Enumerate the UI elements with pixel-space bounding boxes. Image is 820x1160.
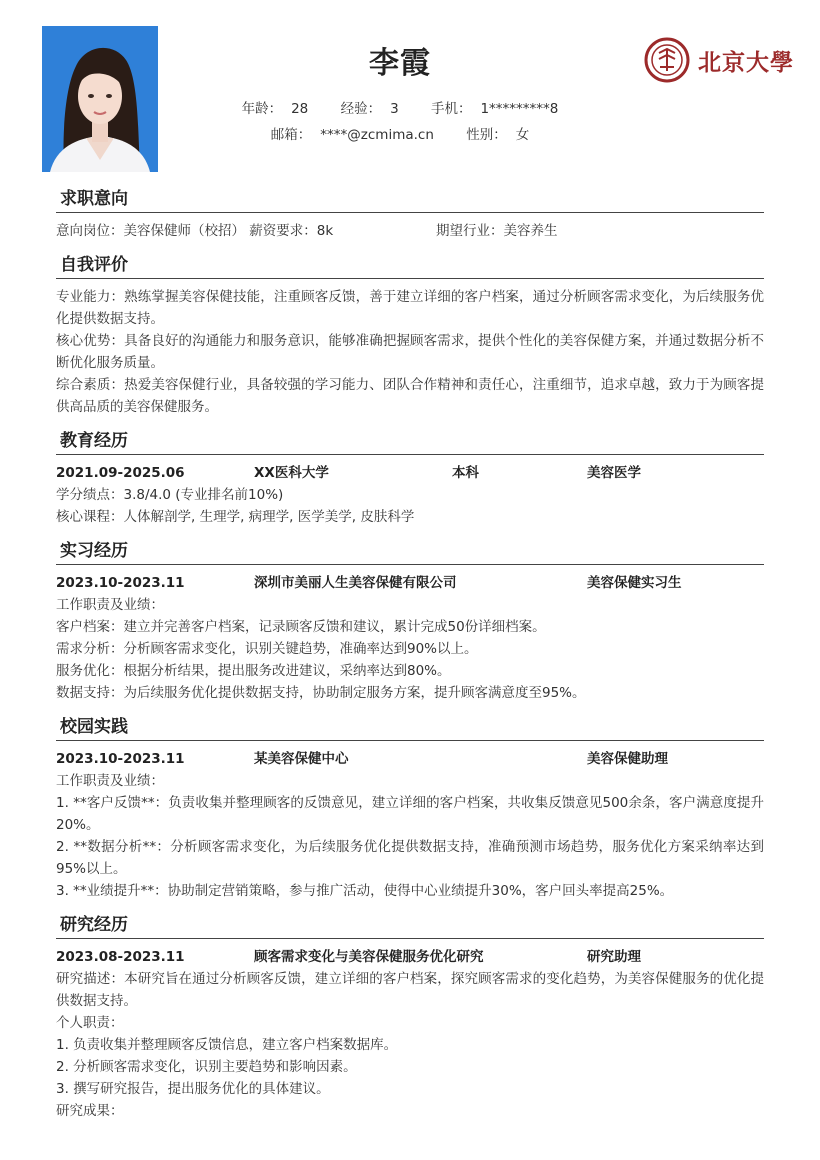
university-logo-text: 北京大學 (698, 48, 794, 76)
education-date: 2021.09-2025.06 (56, 465, 185, 481)
phone-label: 手机： (430, 101, 472, 117)
list-item: 客户档案：建立并完善客户档案，记录顾客反馈和建议，累计完成50份详细档案。 (56, 619, 546, 635)
age-field (242, 97, 309, 117)
list-item: 研究成果： (56, 1103, 124, 1119)
list-item: 数据支持：为后续服务优化提供数据支持，协助制定服务方案，提升顾客满意度至95%。 (56, 685, 586, 701)
experience-field (341, 97, 399, 117)
intent-industry: 期望行业：美容养生 (436, 223, 558, 239)
section-title: 校园实践 (56, 712, 764, 741)
campus-role: 美容保健助理 (587, 751, 668, 767)
gender-label: 性别： (466, 127, 507, 143)
section-internship (56, 536, 764, 704)
age-label: 年龄： (241, 101, 283, 117)
phone-field (431, 97, 558, 117)
research-date: 2023.08-2023.11 (56, 949, 185, 965)
education-major: 美容医学 (587, 465, 641, 481)
gender-field (466, 123, 529, 143)
university-seal-icon (644, 37, 690, 83)
email-label: 邮箱： (270, 127, 312, 143)
research-project: 顾客需求变化与美容保健服务优化研究 (254, 949, 484, 965)
resume-content (56, 184, 764, 1122)
university-logo (644, 36, 794, 84)
list-item: 2. **数据分析**：分析顾客需求变化，为后续服务优化提供数据支持，准确预测市场趋势，服务优化方案采纳率达到95%以上。 (56, 839, 764, 877)
list-item: 3. **业绩提升**：协助制定营销策略，参与推广活动，使得中心业绩提升30%，客户回头率提高25%。 (56, 883, 674, 899)
experience-label: 经验： (340, 101, 382, 117)
internship-company: 深圳市美丽人生美容保健有限公司 (254, 575, 457, 591)
internship-entry-header (56, 572, 764, 594)
section-campus-practice (56, 712, 764, 902)
self-eval-qualities: 综合素质：热爱美容保健行业，具备较强的学习能力、团队合作精神和责任心，注重细节，追求卓越，致力于为顾客提供高品质的美容保健服务。 (56, 377, 764, 415)
self-eval-professional: 专业能力：熟练掌握美容保健技能，注重顾客反馈，善于建立详细的客户档案，通过分析顾客需求变化，为后续服务优化提供数据支持。 (56, 289, 764, 327)
age-value: 28 (291, 101, 309, 117)
section-education (56, 426, 764, 528)
info-row-2 (170, 123, 630, 143)
list-item: 工作职责及业绩： (56, 597, 164, 613)
research-role: 研究助理 (587, 949, 641, 965)
education-courses: 核心课程：人体解剖学, 生理学, 病理学, 医学美学, 皮肤科学 (56, 509, 415, 525)
section-title: 自我评价 (56, 250, 764, 279)
section-title: 研究经历 (56, 910, 764, 939)
section-title: 教育经历 (56, 426, 764, 455)
campus-date: 2023.10-2023.11 (56, 751, 185, 767)
list-item: 需求分析：分析顾客需求变化，识别关键趋势，准确率达到90%以上。 (56, 641, 478, 657)
education-entry-header (56, 462, 764, 484)
phone-value: 1*********8 (480, 101, 559, 117)
profile-photo (42, 26, 158, 172)
list-item: 1. 负责收集并整理顾客反馈信息，建立客户档案数据库。 (56, 1037, 398, 1053)
research-entry-header (56, 946, 764, 968)
email-value: ****@zcmima.cn (320, 127, 434, 143)
section-title: 求职意向 (56, 184, 764, 213)
internship-role: 美容保健实习生 (587, 575, 682, 591)
intent-position-salary: 意向岗位：美容保健师（校招） 薪资要求：8k (56, 223, 334, 239)
education-degree: 本科 (452, 465, 479, 481)
section-title: 实习经历 (56, 536, 764, 565)
list-item: 研究描述：本研究旨在通过分析顾客反馈，建立详细的客户档案，探究顾客需求的变化趋势，为美容保健服务的优化提供数据支持。 (56, 971, 764, 1009)
list-item: 服务优化：根据分析结果，提出服务改进建议，采纳率达到80%。 (56, 663, 451, 679)
education-school: XX医科大学 (254, 465, 329, 481)
candidate-name: 李霞 (369, 46, 431, 81)
internship-date: 2023.10-2023.11 (56, 575, 185, 591)
info-row-1 (170, 97, 630, 117)
section-self-evaluation (56, 250, 764, 418)
section-job-intent (56, 184, 764, 242)
campus-org: 某美容保健中心 (254, 751, 349, 767)
section-research (56, 910, 764, 1122)
list-item: 2. 分析顾客需求变化，识别主要趋势和影响因素。 (56, 1059, 357, 1075)
list-item: 3. 撰写研究报告，提出服务优化的具体建议。 (56, 1081, 330, 1097)
gender-value: 女 (515, 127, 530, 143)
list-item: 工作职责及业绩： (56, 773, 164, 789)
email-field (271, 123, 434, 143)
intent-row (56, 220, 764, 242)
experience-value: 3 (390, 101, 399, 117)
list-item: 1. **客户反馈**：负责收集并整理顾客的反馈意见，建立详细的客户档案，共收集反馈意见500余条，客户满意度提升20%。 (56, 795, 764, 833)
campus-entry-header (56, 748, 764, 770)
list-item: 个人职责： (56, 1015, 124, 1031)
self-eval-strengths: 核心优势：具备良好的沟通能力和服务意识，能够准确把握顾客需求，提供个性化的美容保健方案，并通过数据分析不断优化服务质量。 (56, 333, 764, 371)
education-gpa: 学分绩点：3.8/4.0 (专业排名前10%) (56, 487, 284, 503)
